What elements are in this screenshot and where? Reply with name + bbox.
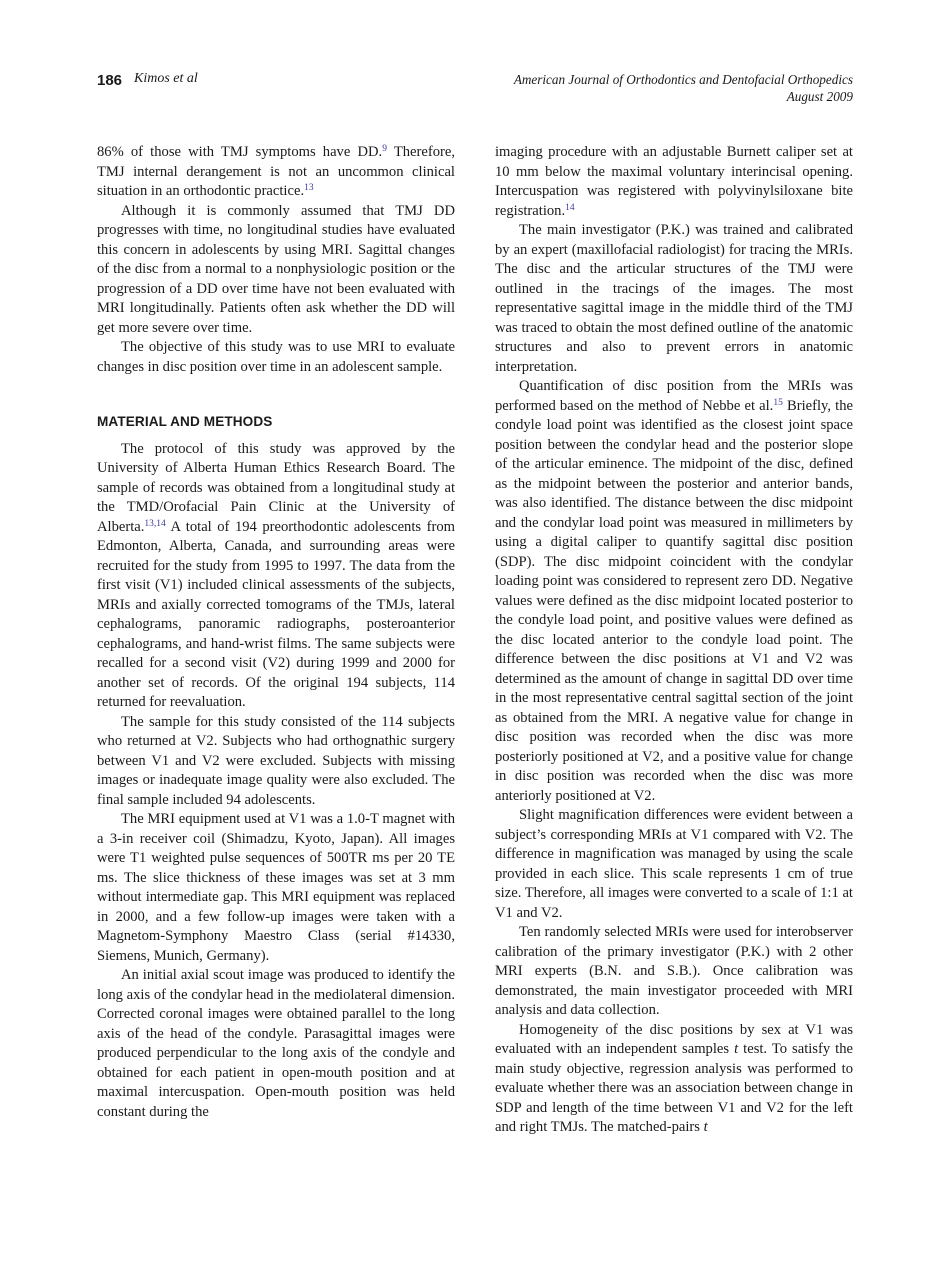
section-heading: MATERIAL AND METHODS <box>97 414 273 429</box>
paragraph: The protocol of this study was approved by the University of Alberta Human Ethics Research Board. The sample of records was obtained from a longitudinal study at the TMD/Orofacial Pain Clinic at the University of Alberta.$^{13,14}$ A total of 194 preorthodontic adolescents from Edmonton, Alberta, Canada, and surrounding areas were recruited for the study from 1995 to 1997. The data from the first visit (V1) included clinical assessments of the subjects, MRIs and axially corrected tomograms of the TMJs, lateral cephalograms, panoramic radiographs, posteroanterior cephalograms, and hand-wrist films. The same subjects were recalled for a second visit (V2) during 1999 and 2000 for another set of records. Of the original 194 subjects, 114 returned for reevaluation. <box>97 440 455 710</box>
citation-link[interactable]: 13,14 <box>144 518 166 529</box>
paragraph: Quantification of disc position from the MRIs was performed based on the method of Nebbe et al.$^{15}$ Briefly, the condyle load point was identified as the closest joint space position between the condylar head and the posterior slope of the articular eminence. The midpoint of the disc, defined as the midpoint between the posterior and anterior bands, was also identified. The distance between the disc midpoint and the condylar load point was measured in millimeters by using a digital caliper to quantify sagittal disc position (SDP). The disc midpoint coincident with the condylar loading point was considered to represent zero DD. Negative values were defined as the disc midpoint located posterior to the condyle load point, and positive values were defined as the disc located anterior to the condyle load point. The difference between the disc positions at V1 and V2 was determined as the amount of change in sagittal DD over time in the most representative central sagittal section of the joint as obtained from the MRI. A negative value for change in disc position was recorded when the disc was more posteriorly positioned at V2, and a positive value for change in disc position was recorded when the disc was more anteriorly positioned at V2. <box>495 378 853 804</box>
paragraph: imaging procedure with an adjustable Burnett caliper set at 10 mm below the maximal voluntary interincisal opening. Intercuspation was registered with polyvinylsiloxane bite registration.$^{14}$ <box>495 144 853 219</box>
paragraph: The objective of this study was to use MRI to evaluate changes in disc position over time in an adolescent sample. <box>97 339 455 375</box>
journal-title <box>514 71 853 105</box>
running-author: Kimos et al <box>134 71 198 86</box>
issue-date: August 2009 <box>786 89 853 104</box>
journal-name: American Journal of Orthodontics and Dentofacial Orthopedics <box>513 72 853 87</box>
paragraph: Slight magnification differences were evident between a subject’s corresponding MRIs at V1 compared with V2. The difference in magnification was managed by using the scale provided in each slice. This scale represents 1 cm of true size. Therefore, all images were converted to a scale of 1:1 at V1 and V2. <box>495 807 853 921</box>
paragraph: The MRI equipment used at V1 was a 1.0-T magnet with a 3-in receiver coil (Shimadzu, Kyoto, Japan). All images were T1 weighted pulse sequences of 500TR ms per 20 TE ms. The slice thickness of these images was set at 3 mm without intermediate gap. This MRI equipment was replaced in 2000, and a few follow-up images were taken with a Magnetom-Symphony Maestro Class (serial #14330, Siemens, Munich, Germany). <box>97 811 455 964</box>
paragraph: Ten randomly selected MRIs were used for interobserver calibration of the primary investigator (P.K.) with 2 other MRI experts (B.N. and S.B.). Once calibration was demonstrated, the main investigator proceeded with MRI analysis and data collection. <box>495 924 853 1018</box>
paragraph: The main investigator (P.K.) was trained and calibrated by an expert (maxillofacial radiologist) for tracing the MRIs. The disc and the articular structures of the TMJ were outlined in the tracings of the images. The most representative sagittal image in the middle third of the TMJ was traced to obtain the most defined outline of the anatomic structures and also to prevent errors in anatomic interpretation. <box>495 222 853 375</box>
paragraph: The sample for this study consisted of the 114 subjects who returned at V2. Subjects who had orthognathic surgery between V1 and V2 were excluded. Subjects with missing images or inadequate image quality were also excluded. The final sample included 94 adolescents. <box>97 713 455 808</box>
paragraph: An initial axial scout image was produced to identify the long axis of the condylar head in the mediolateral dimension. Corrected coronal images were obtained parallel to the long axis of the head of the condyle. Parasagittal images were produced perpendicular to the long axis of the condyle and obtained for each patient in open-mouth position and at maximal intercuspation. Open-mouth position was held constant during the <box>97 967 455 1120</box>
left-column <box>97 143 455 1122</box>
citation-link[interactable]: 13 <box>304 183 314 193</box>
paragraph: Homogeneity of the disc positions by sex at V1 was evaluated with an independent samples t test. To satisfy the main study objective, regression analysis was performed to evaluate whether there was an association between change in SDP and length of the time between V1 and V2 for the left and right TMJs. The matched-pairs t <box>495 1021 853 1135</box>
citation-link[interactable]: 14 <box>565 202 575 213</box>
citation-link[interactable]: 9 <box>382 144 387 154</box>
citation-link[interactable]: 15 <box>773 397 783 408</box>
right-column <box>495 143 853 1138</box>
paragraph: Although it is commonly assumed that TMJ DD progresses with time, no longitudinal studies have evaluated this concern in adolescents by using MRI. Sagittal changes of the disc from a normal to a nonphysiologic position or the progression of a DD over time have not been evaluated with MRI longitudinally. Patients often ask whether the DD will get more severe over time. <box>97 202 455 336</box>
running-header <box>97 70 853 110</box>
paragraph: 86% of those with TMJ symptoms have DD.$^9$ Therefore, TMJ internal derangement is not an uncommon clinical situation in an orthodontic practice.$^{13}$ <box>97 144 455 199</box>
page-number: 186 <box>97 72 123 89</box>
